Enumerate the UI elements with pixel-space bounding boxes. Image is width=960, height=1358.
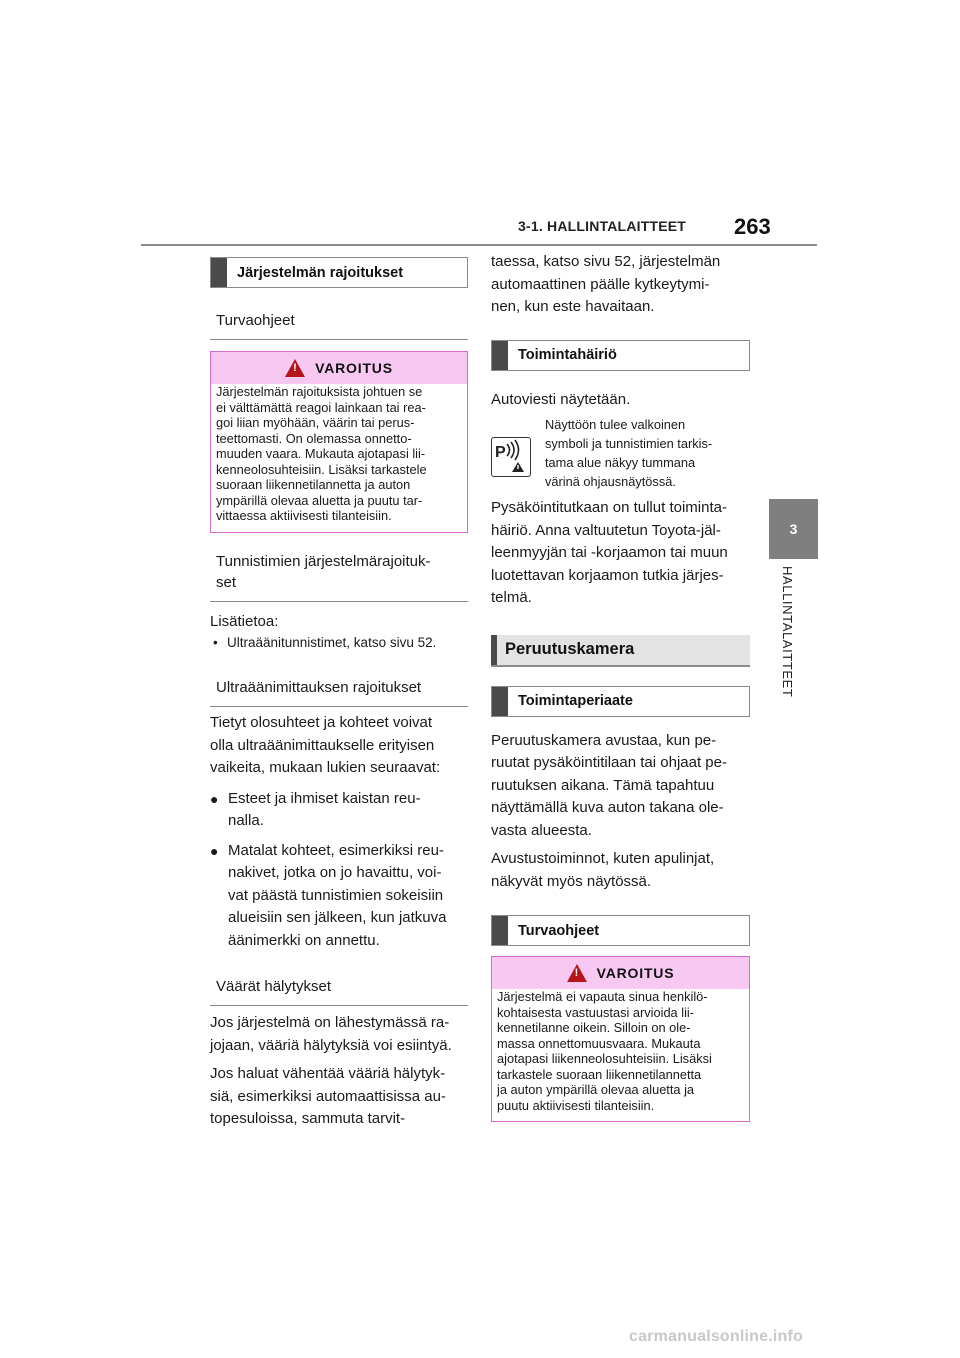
paragraph-false-alarms-1: Jos järjestelmä on lähestymässä ra- jojaan, vääriä hälytyksiä voi esiintyä. [210, 1014, 452, 1054]
left-column [210, 257, 468, 1131]
warning-box-2 [491, 956, 750, 1122]
bullet-low-objects: ● Matalat kohteet, esimerkiksi reu- nakivet, jotka on jo havaittu, voi- vat päästä tunnistimien sokeisiin alueisiin sen jälkeen, kun jatkuva äänimerkki on annettu. [210, 841, 447, 949]
warning-header: ! VAROITUS [492, 957, 749, 989]
warning-box-1 [210, 351, 468, 533]
paragraph-assist: Avustustoiminnot, kuten apulinjat, näkyvät myös näytössä. [491, 850, 715, 890]
warning-text: Järjestelmä ei vapauta sinua henkilö- kohtaisesta vastuustasi arvioida lii- kennetilanne oikein. Silloin on ole- massa onnettomuusvaara. Mukauta ajotapasi liikenneolosuhteisiin. Lisäksi tarkastele suoraan liikennetilannetta ja auton ympärillä olevaa aluetta ja puutu aktiivisesti tilanteisiin. [497, 989, 712, 1113]
heading-rear-camera: Peruutuskamera [491, 635, 750, 667]
info-label: Lisätietoa: [210, 612, 279, 630]
subheading-safety: Turvaohjeet [210, 310, 468, 340]
section-title: 3-1. HALLINTALAITTEET [518, 218, 687, 234]
paragraph-camera: Peruutuskamera avustaa, kun pe- ruutat pysäköintitilaan tai ohjaat pe- ruutuksen aikana. Tämä tapahtuu näyttämällä kuva auton takana ole- vasta alueesta. [491, 731, 727, 839]
page-number: 263 [734, 214, 771, 239]
warning-triangle-icon [285, 359, 305, 377]
subheading-false-alarms: Väärät hälytykset [210, 976, 468, 1006]
subheading-ultrasonic-limits: Ultraäänimittauksen rajoitukset [210, 677, 468, 707]
heading-safety-instructions: Turvaohjeet [491, 915, 750, 946]
svg-text:P: P [495, 444, 506, 461]
auto-message-text: Autoviesti näytetään. [491, 390, 631, 408]
heading-operating-principle: Toimintaperiaate [491, 686, 750, 717]
chapter-side-label: HALLINTALAITTEET [780, 566, 795, 698]
paragraph-false-alarms-2: Jos haluat vähentää vääriä hälytyk- siä, esimerkiksi automaattisissa au- topesuloissa, sammuta tarvit- [210, 1065, 446, 1127]
info-list-item: • Ultraäänitunnistimet, katso sivu 52. [213, 635, 437, 650]
malfunction-symbol-row [491, 415, 750, 491]
paragraph-continued: taessa, katso sivu 52, järjestelmän automaattinen päälle kytkeytymi- nen, kun este havaitaan. [491, 253, 721, 315]
right-column [491, 253, 750, 1122]
heading-system-limits: Järjestelmän rajoitukset [210, 257, 468, 288]
warning-text: Järjestelmän rajoituksista johtuen se ei välttämättä reagoi lainkaan tai rea- goi liian myöhään, väärin tai perus- teettomasti. On olemassa onnetto- muuden vaara. Mukauta ajotapasi lii- kenneolosuhteisiin. Lisäksi tarkastele suoraan liikennetilannetta ja auton ympärillä olevaa aluetta ja puutu tar- vittaessa aktiivisesti tilanteisiin. [216, 384, 427, 523]
symbol-description: Näyttöön tulee valkoinen symboli ja tunnistimien tarkis- tama alue näkyy tummana värinä ohjausnäytössä. [545, 417, 713, 489]
paragraph-conditions: Tietyt olosuhteet ja kohteet voivat olla ultraäänimittaukselle erityisen vaikeita, mukaan lukien seuraavat: [210, 714, 441, 776]
heading-malfunction: Toimintahäiriö [491, 340, 750, 371]
warning-header: ! VAROITUS [211, 352, 467, 384]
chapter-tab: 3 [769, 499, 818, 559]
watermark-footer: carmanualsonline.info [629, 1328, 804, 1345]
bullet-obstacles: ● Esteet ja ihmiset kaistan reu- nalla. [210, 789, 421, 829]
parking-sensor-warning-icon [491, 437, 531, 477]
warning-triangle-icon [567, 964, 587, 982]
paragraph-fault: Pysäköintitutkaan on tullut toiminta- häiriö. Anna valtuutetun Toyota-jäl- leenmyyjän tai -korjaamon tai muun luotettavan korjaamon tutkia järjes- telmä. [491, 499, 728, 606]
subheading-sensor-limits: Tunnistimien järjestelmärajoituk- set [210, 551, 468, 602]
header-divider [141, 244, 817, 246]
